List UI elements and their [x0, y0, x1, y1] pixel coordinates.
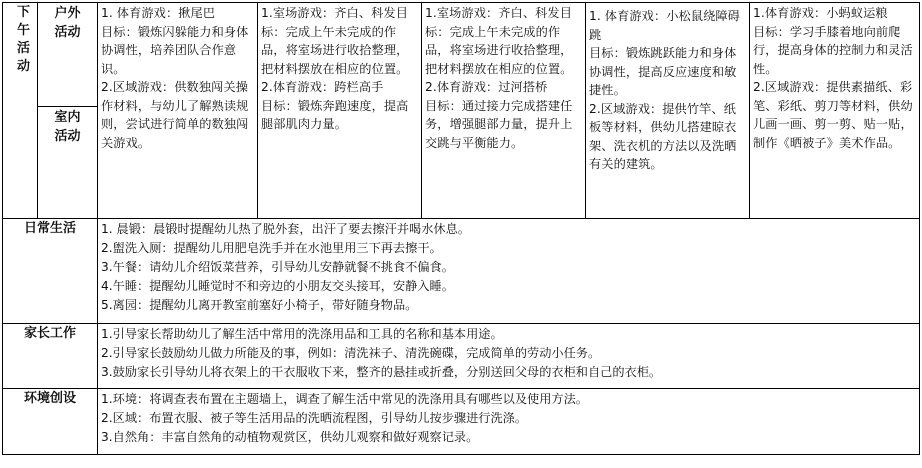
parent-work-header: 家长工作	[3, 324, 98, 389]
outdoor-activity-header	[38, 3, 98, 107]
list-item: 1. 晨锻：晨锻时提醒幼儿热了脱外套，出汗了要去擦汗并喝水休息。	[101, 222, 470, 236]
outdoor-activity-text: 1.室场游戏：齐白、科发目标：完成上午未完成的作品，将室场进行收拾整理，把材料摆放在相应的位置。	[425, 6, 573, 76]
afternoon-activity-header	[3, 3, 38, 219]
outdoor-activity-text: 1. 体育游戏：小松鼠绕障碍跳 目标：锻炼跳跃能力和身体协调性，提高反应速度和敏捷性。	[589, 9, 740, 97]
indoor-activity-text: 2.区域游戏：提供素描纸、彩笔、彩纸、剪刀等材料，供幼儿画一画、剪一剪、贴一贴，制作《晒被子》美术作品。	[753, 80, 913, 150]
indoor-activity-text: 2.体育游戏：跨栏高手 目标：锻炼奔跑速度，提高腿部肌肉力量。	[261, 80, 409, 131]
afternoon-label-char: 下	[16, 5, 30, 20]
indoor-activity-text: 2.体育游戏：过河搭桥 目标：通过接力完成搭建任务，增强腿部力量，提升上交跳与平衡能力。	[425, 80, 573, 150]
outdoor-label-line: 户外	[54, 6, 81, 21]
list-item: 3.自然角：丰富自然角的动植物观赏区，供幼儿观察和做好观察记录。	[101, 430, 479, 444]
daily-life-content	[98, 219, 920, 324]
list-item: 1.引导家长帮助幼儿了解生活中常用的洗涤用品和工具的名称和基本用途。	[101, 327, 503, 341]
afternoon-day-4	[586, 3, 750, 219]
indoor-activity-text: 2.区域游戏：供数独闯关操作材料，与幼儿了解熟读规则，尝试进行简单的数独闯关游戏。	[101, 80, 249, 150]
list-item: 2.盥洗入厕：提醒幼儿用肥皂洗手并在水池里用三下再去擦干。	[101, 241, 442, 255]
outdoor-label-line: 活动	[54, 25, 81, 40]
list-item: 2.引导家长鼓励幼儿做力所能及的事，例如：清洗袜子、清洗碗碟，完成简单的劳动小任务。	[101, 346, 601, 360]
afternoon-label-char: 午	[16, 23, 30, 38]
indoor-activity-header	[38, 107, 98, 219]
afternoon-day-2	[258, 3, 422, 219]
environment-header: 环境创设	[3, 389, 98, 455]
afternoon-label-char: 动	[16, 59, 30, 74]
outdoor-activity-text: 1.室场游戏：齐白、科发目标：完成上午未完成的作品，将室场进行收拾整理，把材料摆放在相应的位置。	[261, 6, 409, 76]
list-item: 3.鼓励家长引导幼儿将衣架上的干衣服收下来，整齐的悬挂或折叠，分别送回父母的衣柜和自己的衣柜。	[101, 365, 662, 379]
outdoor-activity-text: 1.体育游戏：小蚂蚁运粮 目标：学习手膝着地向前爬行，提高身体的控制力和灵活性。	[753, 6, 913, 76]
indoor-label-line: 室内	[54, 110, 81, 125]
afternoon-label-char: 活	[16, 41, 30, 56]
environment-content	[98, 389, 920, 455]
indoor-label-line: 活动	[54, 129, 81, 144]
list-item: 1.环境：将调查表布置在主题墙上，调查了解生活中常见的洗涤用具有哪些以及使用方法。	[101, 392, 588, 406]
list-item: 3.午餐：请幼儿介绍饭菜营养，引导幼儿安静就餐不挑食不偏食。	[101, 260, 454, 274]
weekly-plan-table	[2, 2, 920, 455]
afternoon-day-1	[98, 3, 258, 219]
indoor-activity-text: 2.区域游戏：提供竹竿、纸板等材料，供幼儿搭建晾衣架、洗衣机的方法以及洗晒有关的建筑。	[589, 101, 737, 171]
list-item: 4.午睡：提醒幼儿睡觉时不和旁边的小朋友交头接耳，安静入睡。	[101, 279, 454, 293]
afternoon-day-3	[422, 3, 586, 219]
list-item: 2.区域：布置衣服、被子等生活用品的洗晒流程图，引导幼儿按步骤进行洗涤。	[101, 411, 528, 425]
outdoor-activity-text: 1. 体育游戏：揪尾巴 目标：锻炼闪躲能力和身体协调性，培养团队合作意识。	[101, 6, 249, 76]
afternoon-day-5	[750, 3, 920, 219]
parent-work-content	[98, 324, 920, 389]
list-item: 5.离园：提醒幼儿离开教室前塞好小椅子，带好随身物品。	[101, 298, 418, 312]
daily-life-header: 日常生活	[3, 219, 98, 324]
